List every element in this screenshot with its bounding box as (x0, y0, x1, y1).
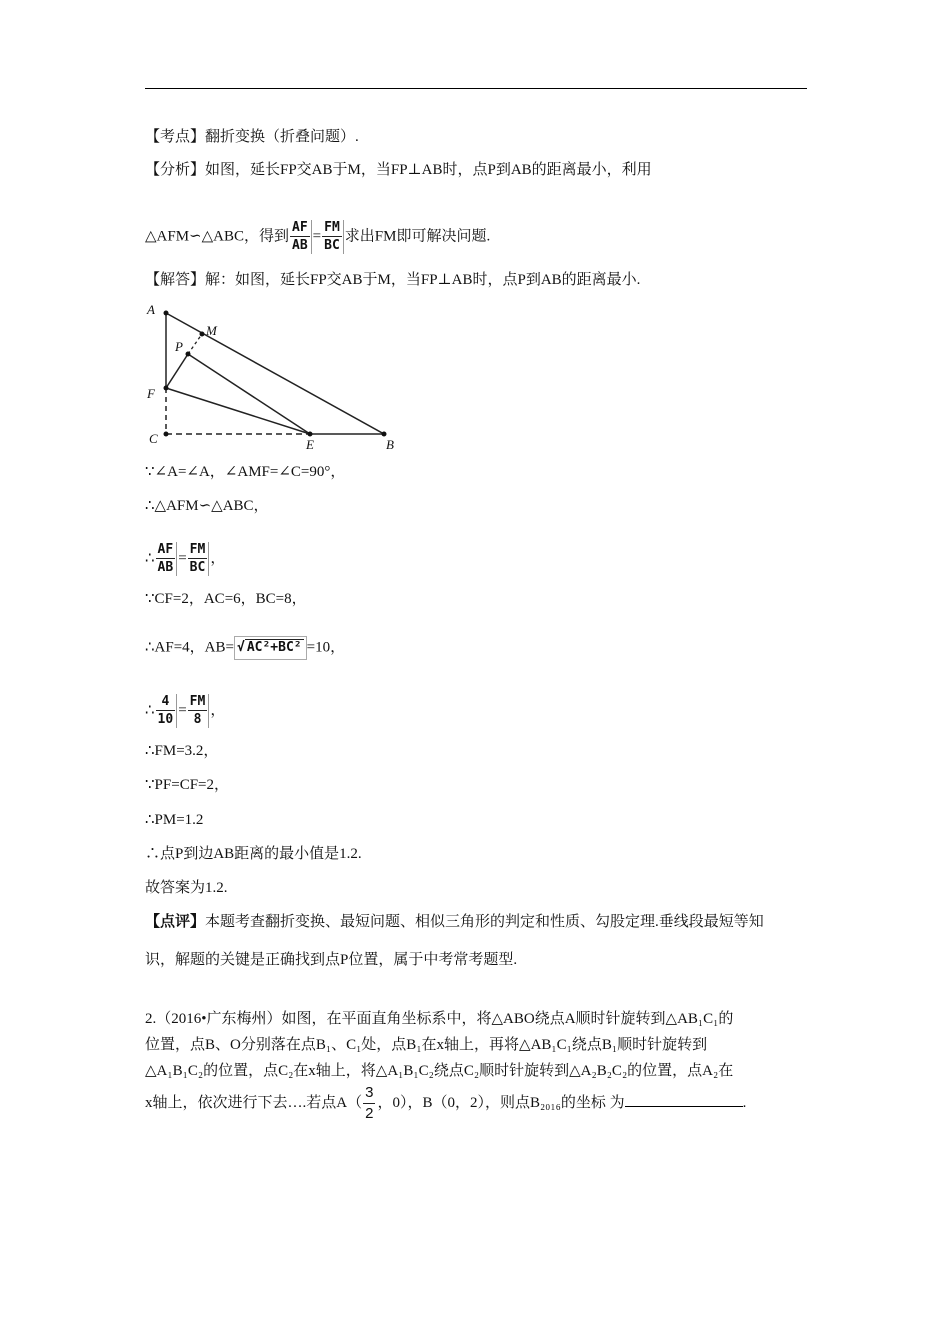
fraction-af-ab: $\frac{AF}{AB}$ (290, 220, 312, 254)
fraction-3-2: $\frac{3}{2}$ (365, 1084, 374, 1122)
step-10: ∴点P到边AB距离的最小值是1.2. (145, 846, 362, 862)
problem2-line-2: 位置，点B、O分别落在点B₁、C₁处，点B₁在x轴上，再将△AB₁C₁绕点B₁顺时针旋转到 (145, 1037, 708, 1053)
step-1: ∵∠A=∠A，∠AMF=∠C=90°， (145, 464, 346, 480)
label-P: P (175, 339, 183, 354)
fenxi-line-1: 【分析】如图，延长FP交AB于M，当FP⊥AB时，点P到AB的距离最小，利用 (145, 162, 652, 178)
step-3: ∴ $\frac{AF}{AB}$ = $\frac{FM}{BC}$ ， (145, 542, 226, 575)
problem2-line-1: 2.（2016•广东梅州）如图，在平面直角坐标系中，将△ABO绕点A顺时针旋转到△AB₁C₁的 (145, 1011, 734, 1027)
answer-blank[interactable] (625, 1092, 743, 1107)
label-C: C (149, 431, 158, 446)
header-rule (145, 88, 807, 89)
step-7: ∴FM=3.2， (145, 743, 219, 759)
kaodian-line: 【考点】翻折变换（折叠问题）. (145, 129, 359, 145)
label-F: F (147, 386, 155, 401)
label-E: E (306, 437, 314, 452)
label-B: B (386, 437, 394, 452)
step-5: ∴AF=4，AB= √ AC²+BC² =10， (145, 636, 345, 660)
step-4: ∵CF=2，AC=6，BC=8， (145, 591, 307, 607)
answer-line: 故答案为1.2. (145, 880, 228, 896)
step-2: ∴△AFM∽△ABC， (145, 498, 269, 514)
fraction-af-ab: $\frac{AF}{AB}$ (156, 542, 178, 576)
step-8: ∵PF=CF=2， (145, 777, 229, 793)
jieda-line: 【解答】解：如图，延长FP交AB于M，当FP⊥AB时，点P到AB的距离最小. (145, 272, 641, 288)
fraction-fm-bc: $\frac{FM}{BC}$ (188, 542, 210, 576)
dianping-line-1: 【点评】本题考查翻折变换、最短问题、相似三角形的判定和性质、勾股定理.垂线段最短等知 (145, 914, 764, 930)
fraction-4-10: $\frac{4}{10}$ (156, 694, 178, 728)
step-9: ∴PM=1.2 (145, 812, 204, 828)
geometry-figure (143, 298, 398, 455)
fraction-fm-bc: $\frac{FM}{BC}$ (322, 220, 344, 254)
fenxi-text-b: 求出FM即可解决问题. (344, 228, 491, 245)
sqrt-expression: √ AC²+BC² (234, 636, 307, 660)
dianping-tag: 【点评】 (145, 914, 206, 930)
problem2-line-3: △A₁B₁C₂的位置，点C₂在x轴上，将△A₁B₁C₂绕点C₂顺时针旋转到△A₂B₂C₂的位置，点A₂在 (145, 1063, 734, 1079)
label-M: M (206, 323, 217, 338)
fraction-fm-8: $\frac{FM}{8}$ (188, 694, 210, 728)
problem2-line-4: x轴上，依次进行下去….若点A（ $\frac{3}{2}$ ，0），B（0，2），则点B₂₀₁₆的坐标 为 . (145, 1084, 747, 1122)
fenxi-line-2: △AFM∽△ABC，得到 $\frac{AF}{AB}$ = $\frac{FM}{BC}$ 求出FM即可解决问题. (145, 220, 491, 253)
label-A: A (147, 302, 155, 317)
dianping-line-2: 识，解题的关键是正确找到点P位置，属于中考常考题型. (145, 952, 518, 968)
step-6: ∴ $\frac{4}{10}$ = $\frac{FM}{8}$ ， (145, 694, 226, 727)
fenxi-text-a: △AFM∽△ABC，得到 (145, 228, 289, 245)
